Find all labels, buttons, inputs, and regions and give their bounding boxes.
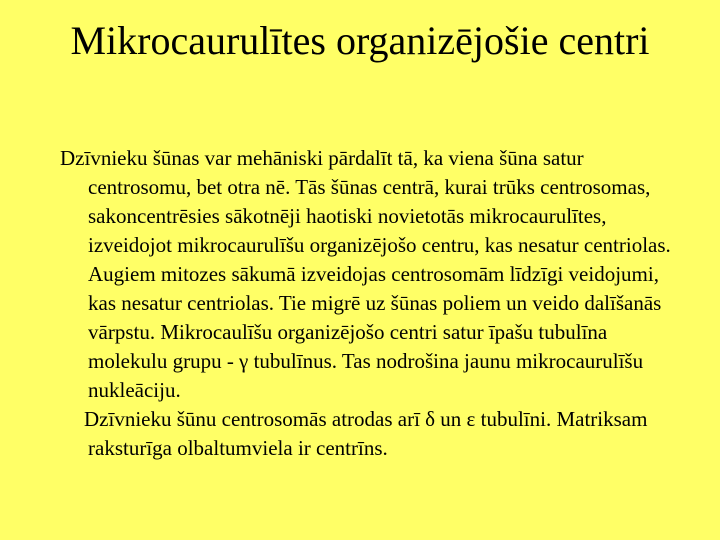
body-paragraph-2: Dzīvnieku šūnu centrosomās atrodas arī δ un ε tubulīni. Matriksam raksturīga olbaltumviela ir centrīns. — [84, 407, 648, 460]
slide-title: Mikrocaurulītes organizējošie centri — [70, 18, 650, 63]
slide-body — [60, 144, 688, 463]
body-paragraph-1: Dzīvnieku šūnas var mehāniski pārdalīt tā, ka viena šūna satur centrosomu, bet otra nē. Tās šūnas centrā, kurai trūks centrosomas, sakoncentrēsies sākotnēji haotiski novietotās mikrocaurulītes, izveidojot mikrocaurulīšu organizējošo centru, kas nesatur centriolas. Augiem mitozes sākumā izveidojas centrosomām līdzīgi veidojumi, kas nesatur centriolas. Tie migrē uz šūnas poliem un veido dalīšanās vārpstu. Mikrocaulīšu organizējošo centri satur īpašu tubulīna molekulu grupu - γ tubulīnus. Tas nodrošina jaunu mikrocaurulīšu nukleāciju. — [60, 146, 671, 402]
